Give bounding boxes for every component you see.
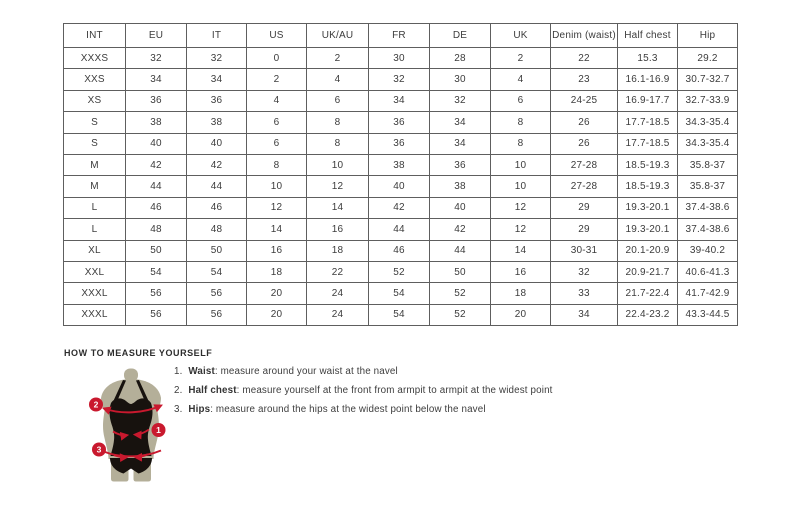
size-cell: 41.7-42.9 — [678, 283, 738, 304]
size-cell: 20 — [247, 283, 307, 304]
size-row — [64, 261, 738, 282]
hips-marker-number: 3 — [96, 444, 102, 455]
size-cell: 42 — [187, 154, 247, 175]
size-cell: 16 — [307, 219, 369, 240]
column-header: Hip — [678, 24, 738, 48]
size-cell: 56 — [126, 283, 187, 304]
step-text: : measure around the hips at the widest point below the navel — [210, 404, 486, 415]
size-cell: 52 — [430, 283, 491, 304]
size-cell: 8 — [491, 133, 551, 154]
size-cell: 36 — [126, 90, 187, 111]
size-cell: 56 — [126, 304, 187, 325]
step-number: 2. — [174, 385, 186, 396]
size-cell: 14 — [247, 219, 307, 240]
chest-marker-number: 2 — [93, 399, 99, 410]
column-header: Denim (waist) — [551, 24, 618, 48]
size-cell: 8 — [247, 154, 307, 175]
size-cell: 2 — [491, 48, 551, 69]
size-cell: 35.8-37 — [678, 154, 738, 175]
size-cell: 48 — [187, 219, 247, 240]
size-cell: 46 — [369, 240, 430, 261]
column-header: FR — [369, 24, 430, 48]
size-cell: 2 — [307, 48, 369, 69]
size-cell: 24-25 — [551, 90, 618, 111]
size-row — [64, 154, 738, 175]
size-cell: 38 — [430, 176, 491, 197]
size-cell: 20 — [491, 304, 551, 325]
size-cell: 39-40.2 — [678, 240, 738, 261]
size-cell: 52 — [430, 304, 491, 325]
size-row — [64, 240, 738, 261]
step-text: : measure around your waist at the navel — [214, 366, 398, 377]
size-cell: 14 — [307, 197, 369, 218]
size-cell: 24 — [307, 304, 369, 325]
size-cell: 40 — [187, 133, 247, 154]
size-cell: 44 — [126, 176, 187, 197]
size-cell: 10 — [307, 154, 369, 175]
size-cell: 40 — [126, 133, 187, 154]
size-cell: 32 — [126, 48, 187, 69]
size-cell: 24 — [307, 283, 369, 304]
size-cell: 6 — [491, 90, 551, 111]
size-row — [64, 304, 738, 325]
size-cell: 34 — [126, 69, 187, 90]
size-cell: 12 — [491, 219, 551, 240]
size-cell: 44 — [369, 219, 430, 240]
size-cell: 18 — [247, 261, 307, 282]
size-cell: XS — [64, 90, 126, 111]
size-cell: 38 — [187, 112, 247, 133]
size-cell: 48 — [126, 219, 187, 240]
size-cell: 46 — [187, 197, 247, 218]
size-cell: 34 — [187, 69, 247, 90]
size-cell: XXXL — [64, 283, 126, 304]
size-row — [64, 283, 738, 304]
size-cell: 18.5-19.3 — [618, 176, 678, 197]
size-cell: 34 — [369, 90, 430, 111]
size-cell: XXS — [64, 69, 126, 90]
step-label: Half chest — [188, 385, 237, 396]
size-cell: 29 — [551, 197, 618, 218]
size-cell: 30-31 — [551, 240, 618, 261]
size-row — [64, 112, 738, 133]
size-cell: 12 — [307, 176, 369, 197]
size-cell: 42 — [369, 197, 430, 218]
step-number: 1. — [174, 366, 186, 377]
size-cell: 36 — [430, 154, 491, 175]
size-cell: 34 — [430, 112, 491, 133]
column-header: US — [247, 24, 307, 48]
step-label: Waist — [188, 366, 215, 377]
size-cell: 16.9-17.7 — [618, 90, 678, 111]
size-cell: 16 — [491, 261, 551, 282]
step-text: : measure yourself at the front from armpit to armpit at the widest point — [236, 385, 553, 396]
size-row — [64, 69, 738, 90]
size-cell: 30.7-32.7 — [678, 69, 738, 90]
size-row — [64, 219, 738, 240]
size-cell: 34.3-35.4 — [678, 133, 738, 154]
size-cell: 50 — [126, 240, 187, 261]
size-row — [64, 176, 738, 197]
measure-section-title: HOW TO MEASURE YOURSELF — [64, 348, 213, 358]
column-header: EU — [126, 24, 187, 48]
measure-step — [174, 362, 553, 381]
size-cell: XL — [64, 240, 126, 261]
size-cell: 6 — [247, 112, 307, 133]
size-cell: XXL — [64, 261, 126, 282]
size-cell: 30 — [430, 69, 491, 90]
size-cell: 22 — [551, 48, 618, 69]
size-cell: 52 — [369, 261, 430, 282]
size-cell: 36 — [369, 133, 430, 154]
size-cell: 19.3-20.1 — [618, 219, 678, 240]
size-cell: S — [64, 133, 126, 154]
size-cell: 40 — [369, 176, 430, 197]
size-cell: 54 — [369, 283, 430, 304]
step-label: Hips — [188, 404, 211, 415]
column-header: Half chest — [618, 24, 678, 48]
size-cell: 34.3-35.4 — [678, 112, 738, 133]
size-cell: 33 — [551, 283, 618, 304]
waist-marker-number: 1 — [156, 425, 161, 436]
measure-step — [174, 381, 553, 400]
size-cell: M — [64, 176, 126, 197]
size-cell: 32 — [369, 69, 430, 90]
size-cell: 56 — [187, 304, 247, 325]
size-chart-table — [63, 23, 738, 326]
size-cell: 8 — [307, 133, 369, 154]
size-cell: 20 — [247, 304, 307, 325]
size-row — [64, 197, 738, 218]
mannequin-illustration — [86, 368, 174, 482]
size-cell: 42 — [126, 154, 187, 175]
size-row — [64, 133, 738, 154]
size-cell: 36 — [369, 112, 430, 133]
size-cell: 34 — [430, 133, 491, 154]
size-cell: 37.4-38.6 — [678, 197, 738, 218]
size-cell: S — [64, 112, 126, 133]
size-cell: 28 — [430, 48, 491, 69]
size-cell: 44 — [187, 176, 247, 197]
size-cell: 2 — [247, 69, 307, 90]
size-cell: 56 — [187, 283, 247, 304]
size-cell: 37.4-38.6 — [678, 219, 738, 240]
size-cell: 18 — [491, 283, 551, 304]
size-cell: 4 — [247, 90, 307, 111]
size-cell: 32.7-33.9 — [678, 90, 738, 111]
size-cell: 32 — [551, 261, 618, 282]
size-cell: 38 — [369, 154, 430, 175]
size-cell: 40 — [430, 197, 491, 218]
size-cell: 6 — [247, 133, 307, 154]
size-cell: 36 — [187, 90, 247, 111]
measure-step — [174, 400, 553, 419]
size-cell: 42 — [430, 219, 491, 240]
size-row — [64, 48, 738, 69]
column-header: UK — [491, 24, 551, 48]
size-cell: 14 — [491, 240, 551, 261]
measure-steps — [174, 362, 553, 419]
size-cell: 17.7-18.5 — [618, 133, 678, 154]
size-cell: 18.5-19.3 — [618, 154, 678, 175]
measurement-figure — [86, 368, 174, 482]
size-cell: 26 — [551, 133, 618, 154]
size-cell: 6 — [307, 90, 369, 111]
size-cell: 0 — [247, 48, 307, 69]
size-cell: 29 — [551, 219, 618, 240]
size-cell: 54 — [126, 261, 187, 282]
size-cell: 8 — [491, 112, 551, 133]
size-cell: 32 — [187, 48, 247, 69]
size-cell: 12 — [247, 197, 307, 218]
size-cell: 22 — [307, 261, 369, 282]
size-cell: 27-28 — [551, 176, 618, 197]
size-cell: 30 — [369, 48, 430, 69]
size-cell: 27-28 — [551, 154, 618, 175]
size-cell: 15.3 — [618, 48, 678, 69]
step-number: 3. — [174, 404, 186, 415]
size-cell: 32 — [430, 90, 491, 111]
size-cell: 54 — [187, 261, 247, 282]
size-cell: 12 — [491, 197, 551, 218]
size-cell: 29.2 — [678, 48, 738, 69]
size-cell: 54 — [369, 304, 430, 325]
column-header: UK/AU — [307, 24, 369, 48]
size-cell: 8 — [307, 112, 369, 133]
size-cell: 34 — [551, 304, 618, 325]
size-cell: 46 — [126, 197, 187, 218]
column-header: DE — [430, 24, 491, 48]
size-cell: 43.3-44.5 — [678, 304, 738, 325]
size-cell: 10 — [247, 176, 307, 197]
size-cell: 10 — [491, 154, 551, 175]
size-cell: 10 — [491, 176, 551, 197]
size-cell: 4 — [307, 69, 369, 90]
size-cell: 35.8-37 — [678, 176, 738, 197]
size-cell: M — [64, 154, 126, 175]
size-cell: 22.4-23.2 — [618, 304, 678, 325]
size-cell: 20.1-20.9 — [618, 240, 678, 261]
size-cell: 16.1-16.9 — [618, 69, 678, 90]
column-header: INT — [64, 24, 126, 48]
camisole-top — [109, 398, 152, 456]
size-cell: XXXS — [64, 48, 126, 69]
size-cell: XXXL — [64, 304, 126, 325]
size-cell: 26 — [551, 112, 618, 133]
size-row — [64, 90, 738, 111]
size-cell: 23 — [551, 69, 618, 90]
size-cell: 44 — [430, 240, 491, 261]
size-cell: 38 — [126, 112, 187, 133]
size-cell: 4 — [491, 69, 551, 90]
size-cell: 50 — [430, 261, 491, 282]
size-cell: 20.9-21.7 — [618, 261, 678, 282]
size-cell: 17.7-18.5 — [618, 112, 678, 133]
size-cell: L — [64, 197, 126, 218]
size-cell: 16 — [247, 240, 307, 261]
size-cell: L — [64, 219, 126, 240]
column-header: IT — [187, 24, 247, 48]
size-cell: 18 — [307, 240, 369, 261]
size-cell: 19.3-20.1 — [618, 197, 678, 218]
size-cell: 40.6-41.3 — [678, 261, 738, 282]
size-cell: 21.7-22.4 — [618, 283, 678, 304]
header-row — [64, 24, 738, 48]
size-cell: 50 — [187, 240, 247, 261]
